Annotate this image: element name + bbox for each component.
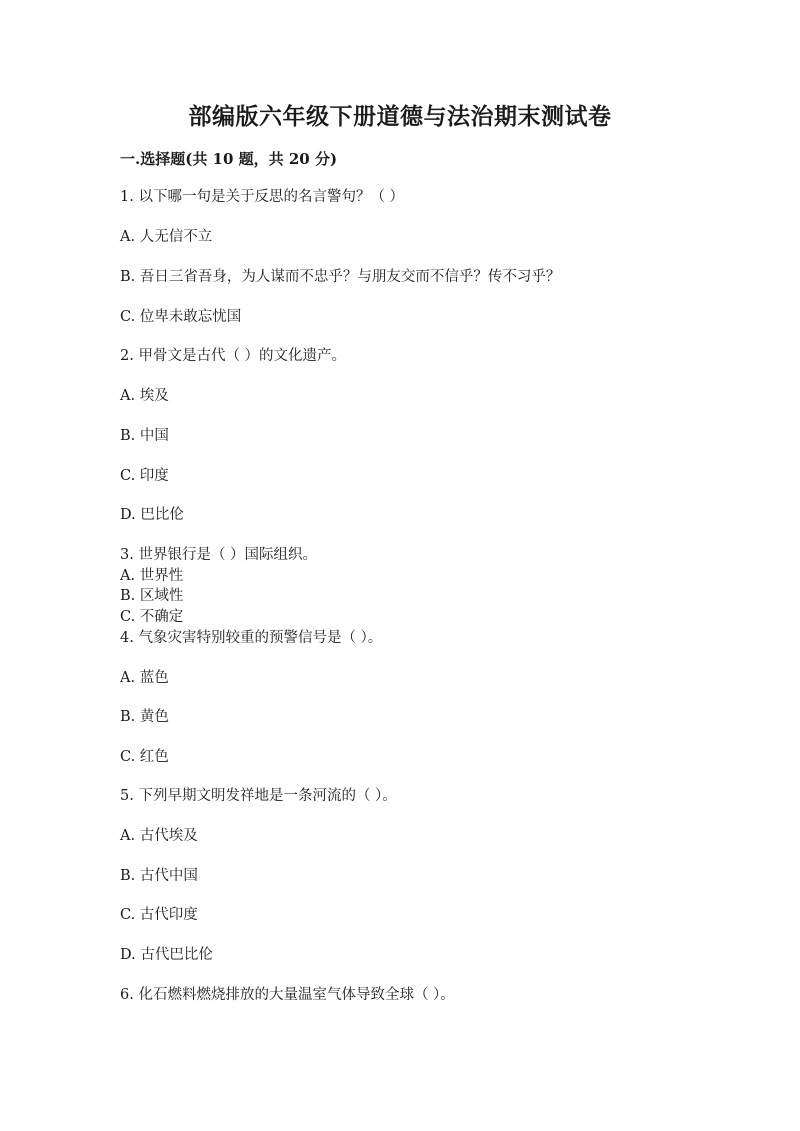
- q5-option-d: D. 古代巴比伦: [120, 947, 213, 963]
- question-3: 3. 世界银行是（ ）国际组织。: [120, 547, 318, 563]
- q3-option-c: C. 不确定: [120, 609, 184, 625]
- section-heading: 一.选择题(共 10 题，共 20 分): [120, 150, 338, 168]
- q5-option-b: B. 古代中国: [120, 868, 198, 884]
- q2-option-a: A. 埃及: [120, 388, 169, 404]
- question-2: 2. 甲骨文是古代（ ）的文化遗产。: [120, 348, 347, 364]
- q4-option-b: B. 黄色: [120, 709, 169, 725]
- q2-option-c: C. 印度: [120, 468, 169, 484]
- q5-option-c: C. 古代印度: [120, 907, 198, 923]
- q5-option-a: A. 古代埃及: [120, 828, 198, 844]
- q4-option-a: A. 蓝色: [120, 670, 169, 686]
- q1-option-b: B. 吾日三省吾身，为人谋而不忠乎？与朋友交而不信乎？传不习乎？: [120, 269, 561, 285]
- question-4: 4. 气象灾害特别较重的预警信号是（ ）。: [120, 630, 383, 646]
- question-5: 5. 下列早期文明发祥地是一条河流的（ ）。: [120, 788, 397, 804]
- question-6: 6. 化石燃料燃烧排放的大量温室气体导致全球（ ）。: [120, 987, 455, 1003]
- q2-option-d: D. 巴比伦: [120, 507, 184, 523]
- q1-option-c: C. 位卑未敢忘忧国: [120, 309, 242, 325]
- page-title: 部编版六年级下册道德与法治期末测试卷: [188, 103, 612, 130]
- q4-option-c: C. 红色: [120, 749, 169, 765]
- question-1: 1. 以下哪一句是关于反思的名言警句？（ ）: [120, 189, 405, 205]
- q2-option-b: B. 中国: [120, 428, 169, 444]
- q3-option-a: A. 世界性: [120, 568, 184, 584]
- q1-option-a: A. 人无信不立: [120, 229, 213, 245]
- q3-option-b: B. 区域性: [120, 588, 184, 604]
